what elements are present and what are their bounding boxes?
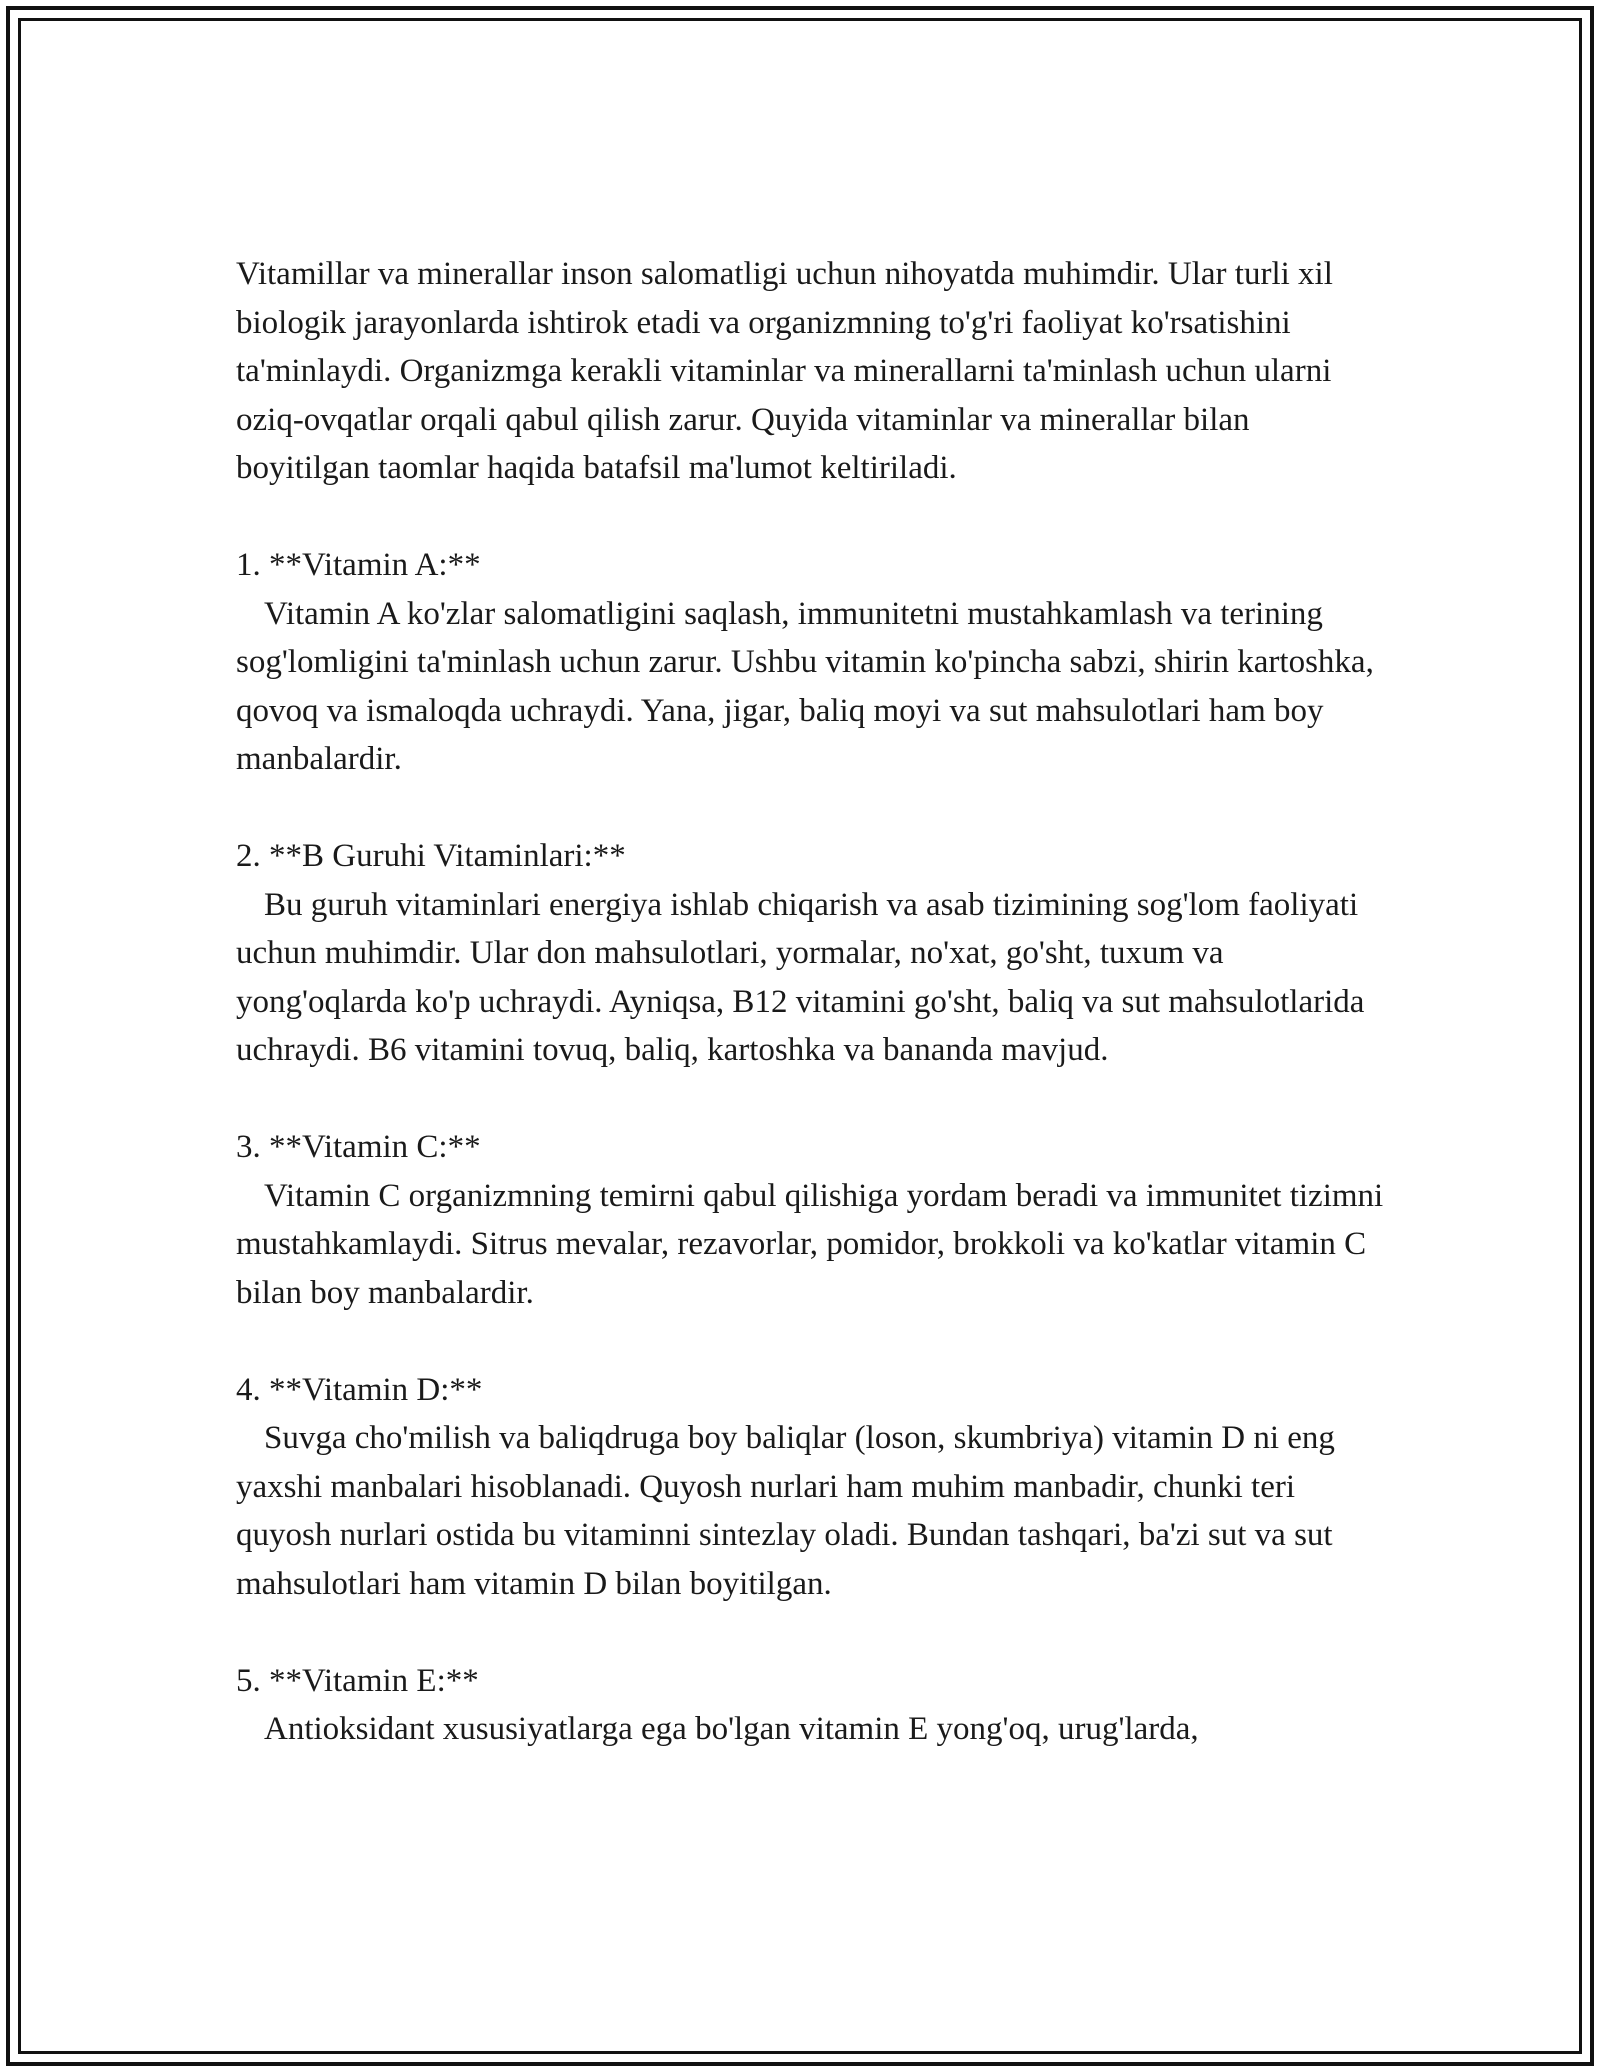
section-heading: 2. **B Guruhi Vitaminlari:** <box>236 838 626 874</box>
section-body: Bu guruh vitaminlari energiya ishlab chiqarish va asab tizimining sog'lom faoliyati uchun muhimdir. Ular don mahsulotlari, yormalar, no'xat, go'sht, tuxum va yong'oqlarda ko'p uchraydi. Ayniqsa, B12 vitamini go'sht, baliq va sut mahsulotlarida uchraydi. B6 vitamini tovuq, baliq, kartoshka va bananda mavjud. <box>236 886 1365 1068</box>
section-body: Vitamin C organizmning temirni qabul qilishiga yordam beradi va immunitet tizimni mustahkamlaydi. Sitrus mevalar, rezavorlar, pomidor, brokkoli va ko'katlar vitamin C bilan boy manbalardir. <box>236 1177 1384 1311</box>
section-heading: 4. **Vitamin D:** <box>236 1371 483 1408</box>
section-vitamin-e <box>236 1657 1386 1754</box>
section-body: Suvga cho'milish va baliqdruga boy baliqlar (loson, skumbriya) vitamin D ni eng yaxshi manbalari hisoblanadi. Quyosh nurlari ham muhim manbadir, chunki teri quyosh nurlari ostida bu vitaminni sintezlay oladi. Bundan tashqari, ba'zi sut va sut mahsulotlari ham vitamin D bilan boyitilgan. <box>236 1420 1335 1602</box>
section-heading: 3. **Vitamin C:** <box>236 1129 481 1165</box>
intro-paragraph: Vitamillar va minerallar inson salomatligi uchun nihoyatda muhimdir. Ular turli xil biologik jarayonlarda ishtirok etadi va organizmning to'g'ri faoliyat ko'rsatishini ta'minlaydi. Organizmga kerakli vitaminlar va minerallarni ta'minlash uchun ularni oziq-ovqatlar orqali qabul qilish zarur. Quyida vitaminlar va minerallar bilan boyitilgan taomlar haqida batafsil ma'lumot keltiriladi. <box>236 256 1333 486</box>
section-vitamin-c <box>236 1123 1386 1317</box>
section-heading: 5. **Vitamin E:** <box>236 1662 479 1699</box>
section-body: Antioksidant xususiyatlarga ega bo'lgan vitamin E yong'oq, urug'larda, <box>264 1711 1199 1747</box>
document-body <box>236 250 1386 1754</box>
section-vitamin-d <box>236 1366 1386 1609</box>
section-heading: 1. **Vitamin A:** <box>236 547 481 583</box>
section-body: Vitamin A ko'zlar salomatligini saqlash, immunitetni mustahkamlash va terining sog'lomligini ta'minlash uchun zarur. Ushbu vitamin ko'pincha sabzi, shirin kartoshka, qovoq va ismaloqda uchraydi. Yana, jigar, baliq moyi va sut mahsulotlari ham boy manbalardir. <box>236 595 1374 777</box>
section-vitamin-b <box>236 832 1386 1075</box>
section-vitamin-a <box>236 541 1386 784</box>
